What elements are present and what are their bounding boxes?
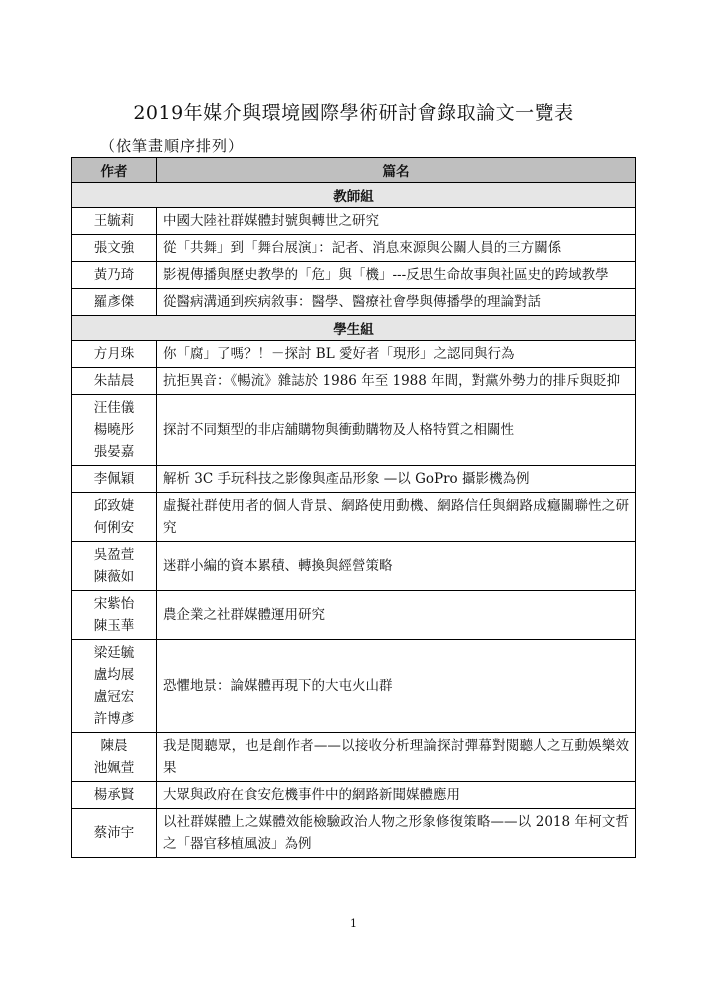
author-name: 王毓莉 (93, 213, 135, 229)
table-body (72, 183, 636, 858)
table-row (72, 733, 636, 782)
page-number: 1 (350, 917, 357, 930)
author-name: 梁廷毓 (93, 645, 135, 661)
table-row (72, 591, 636, 640)
paper-title-cell: 我是閱聽眾，也是創作者——以接收分析理論探討彈幕對閱聽人之互動娛樂效果 (157, 733, 636, 782)
paper-title-cell: 農企業之社群媒體運用研究 (157, 591, 636, 640)
author-name: 楊曉彤 (93, 422, 135, 438)
table-row (72, 640, 636, 733)
author-cell (72, 733, 157, 782)
paper-title-cell: 虛擬社群使用者的個人背景、網路使用動機、網路信任與網路成癮關聯性之研究 (157, 493, 636, 542)
page-title: 2019年媒介與環境國際學術研討會錄取論文一覽表 (133, 102, 574, 124)
paper-title-cell: 中國大陸社群媒體封號與轉世之研究 (157, 208, 636, 235)
author-cell (72, 341, 157, 368)
author-cell (72, 368, 157, 395)
author-name: 汪佳儀 (93, 400, 135, 416)
table-row (72, 262, 636, 289)
author-name: 李佩穎 (93, 471, 135, 487)
author-name: 盧冠宏 (93, 689, 135, 705)
table-row (72, 368, 636, 395)
author-name: 張晏嘉 (93, 444, 135, 460)
author-name: 黃乃琦 (93, 267, 135, 283)
table-row (72, 395, 636, 466)
author-cell (72, 591, 157, 640)
author-cell (72, 262, 157, 289)
table-row (72, 466, 636, 493)
author-name: 許博彥 (93, 711, 135, 727)
author-cell (72, 466, 157, 493)
table-row (72, 341, 636, 368)
table-row (72, 809, 636, 858)
paper-title-cell: 從醫病溝通到疾病敘事：醫學、醫療社會學與傳播學的理論對話 (157, 289, 636, 316)
author-name: 陳晨 (100, 738, 128, 754)
paper-title-cell: 迷群小編的資本累積、轉換與經營策略 (157, 542, 636, 591)
author-cell (72, 235, 157, 262)
author-cell (72, 395, 157, 466)
group-header-row (72, 316, 636, 341)
table-row (72, 782, 636, 809)
table-row (72, 493, 636, 542)
author-name: 盧均展 (93, 667, 135, 683)
paper-title-cell: 探討不同類型的非店舖購物與衝動購物及人格特質之相關性 (157, 395, 636, 466)
author-cell (72, 640, 157, 733)
group-label: 教師組 (72, 183, 636, 208)
author-column-header: 作者 (72, 158, 157, 183)
table-row (72, 208, 636, 235)
paper-title-cell: 從「共舞」到「舞台展演」：記者、消息來源與公關人員的三方關係 (157, 235, 636, 262)
author-name: 陳薇如 (93, 569, 135, 585)
author-cell (72, 809, 157, 858)
paper-title-cell: 影視傳播與歷史教學的「危」與「機」---反思生命故事與社區史的跨域教學 (157, 262, 636, 289)
group-header-row (72, 183, 636, 208)
table-row (72, 235, 636, 262)
author-name: 楊承賢 (93, 787, 135, 803)
author-name: 宋紫怡 (93, 596, 135, 612)
author-name: 何俐安 (93, 520, 135, 536)
paper-column-header: 篇名 (157, 158, 636, 183)
author-name: 張文強 (93, 240, 135, 256)
author-name: 池姵萱 (93, 760, 135, 776)
paper-title-cell: 解析 3C 手玩科技之影像與產品形象 —以 GoPro 攝影機為例 (157, 466, 636, 493)
paper-title-cell: 抗拒異音：《暢流》雜誌於 1986 年至 1988 年間，對黨外勢力的排斥與貶抑 (157, 368, 636, 395)
author-cell (72, 782, 157, 809)
author-name: 陳玉華 (93, 618, 135, 634)
author-cell (72, 208, 157, 235)
author-name: 蔡沛宇 (93, 825, 135, 841)
group-label: 學生組 (72, 316, 636, 341)
author-name: 羅彥傑 (93, 294, 135, 310)
author-name: 方月珠 (93, 346, 135, 362)
page-subtitle: （依筆畫順序排列） (100, 137, 245, 155)
author-cell (72, 289, 157, 316)
table-row (72, 289, 636, 316)
author-cell (72, 542, 157, 591)
author-cell (72, 493, 157, 542)
author-name: 朱喆晨 (93, 373, 135, 389)
paper-title-cell: 大眾與政府在食安危機事件中的網路新聞媒體應用 (157, 782, 636, 809)
table-row (72, 542, 636, 591)
author-name: 吳盈萱 (93, 547, 135, 563)
author-name: 邱致婕 (93, 498, 135, 514)
paper-title-cell: 你「腐」了嗎？！－探討 BL 愛好者「現形」之認同與行為 (157, 341, 636, 368)
paper-title-cell: 恐懼地景：論媒體再現下的大屯火山群 (157, 640, 636, 733)
paper-title-cell: 以社群媒體上之媒體效能檢驗政治人物之形象修復策略——以 2018 年柯文哲之「器官移植風波」為例 (157, 809, 636, 858)
accepted-papers-table (71, 157, 636, 858)
table-header-row (72, 158, 636, 183)
